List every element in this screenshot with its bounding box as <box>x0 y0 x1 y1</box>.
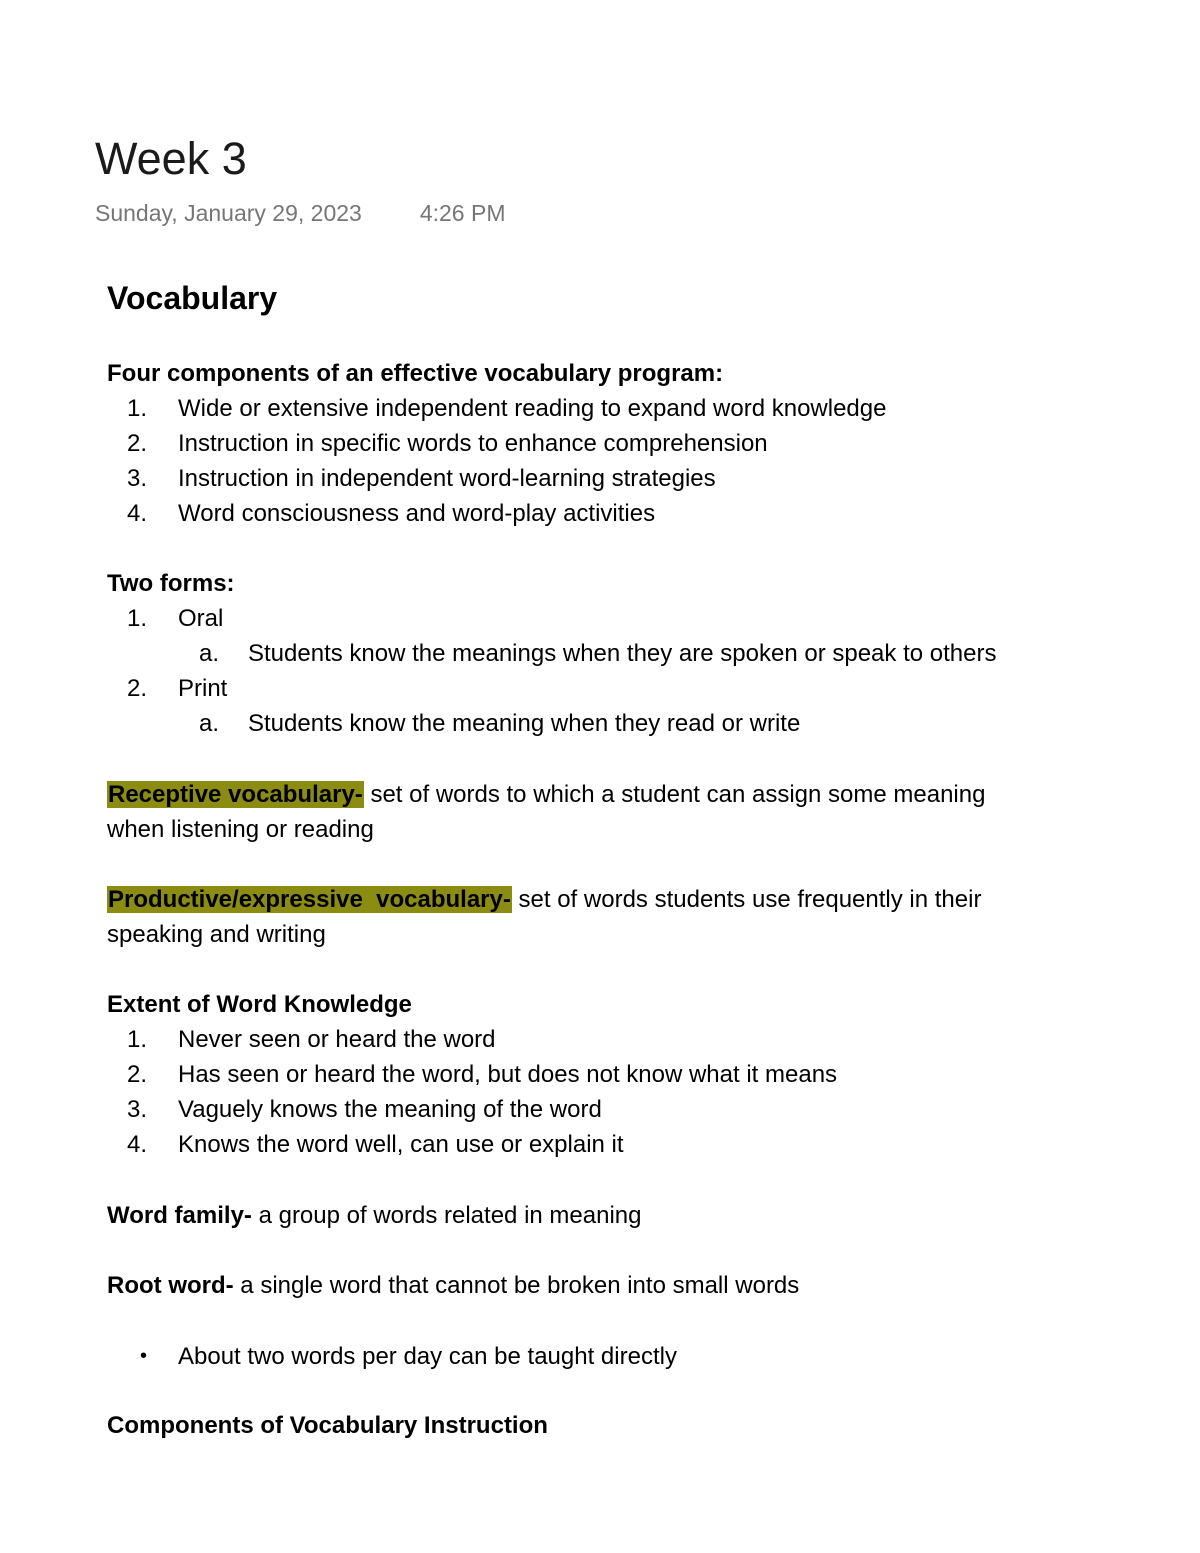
list-text: Vaguely knows the meaning of the word <box>178 1096 602 1123</box>
bullet-icon: • <box>140 1345 148 1367</box>
list-number: 4. <box>127 1131 148 1158</box>
list-text: Word consciousness and word-play activities <box>178 500 656 527</box>
definition-productive <box>107 882 981 917</box>
highlighted-term: Productive/expressive vocabulary- <box>108 886 511 913</box>
list-text: Instruction in specific words to enhance comprehension <box>178 430 768 457</box>
list-number: 4. <box>127 500 148 527</box>
list-number: 3. <box>127 465 148 492</box>
sub-list-letter: a. <box>199 710 220 737</box>
page-title: Week 3 <box>95 133 247 184</box>
definition-continuation: speaking and writing <box>107 921 326 948</box>
list-text: Print <box>178 675 228 702</box>
list-text: Never seen or heard the word <box>178 1026 496 1053</box>
list-text: Has seen or heard the word, but does not know what it means <box>178 1061 838 1088</box>
definition-word-family <box>107 1198 641 1233</box>
page-meta <box>95 198 505 228</box>
list-number: 3. <box>127 1096 148 1123</box>
bullet-text: About two words per day can be taught directly <box>178 1343 677 1370</box>
list-number: 2. <box>127 675 148 702</box>
instruction-heading: Components of Vocabulary Instruction <box>107 1412 548 1439</box>
list-text: Wide or extensive independent reading to expand word knowledge <box>178 395 887 422</box>
page-time: 4:26 PM <box>419 200 506 226</box>
extent-heading: Extent of Word Knowledge <box>107 991 412 1018</box>
definition-text: set of words to which a student can assign some meaning <box>363 781 986 808</box>
definition-text: set of words students use frequently in their <box>511 886 982 913</box>
components-heading: Four components of an effective vocabulary program: <box>107 360 724 387</box>
list-number: 2. <box>127 1061 148 1088</box>
list-number: 1. <box>127 605 148 632</box>
term: Root word- <box>107 1272 234 1299</box>
sub-list-text: Students know the meaning when they read or write <box>248 710 801 737</box>
list-text: Instruction in independent word-learning strategies <box>178 465 716 492</box>
forms-heading: Two forms: <box>107 570 235 597</box>
definition-text: a single word that cannot be broken into small words <box>233 1272 800 1299</box>
list-text: Knows the word well, can use or explain it <box>178 1131 624 1158</box>
term: Word family- <box>107 1202 252 1229</box>
sub-list-letter: a. <box>199 640 220 667</box>
definition-root-word <box>107 1268 799 1303</box>
definition-receptive <box>107 777 985 812</box>
list-number: 2. <box>127 430 148 457</box>
list-number: 1. <box>127 395 148 422</box>
section-heading-vocabulary: Vocabulary <box>107 280 278 316</box>
sub-list-text: Students know the meanings when they are spoken or speak to others <box>248 640 997 667</box>
page-date: Sunday, January 29, 2023 <box>95 200 362 226</box>
list-number: 1. <box>127 1026 148 1053</box>
highlighted-term: Receptive vocabulary- <box>108 781 363 808</box>
definition-text: a group of words related in meaning <box>251 1202 642 1229</box>
list-text: Oral <box>178 605 224 632</box>
definition-continuation: when listening or reading <box>107 816 374 843</box>
